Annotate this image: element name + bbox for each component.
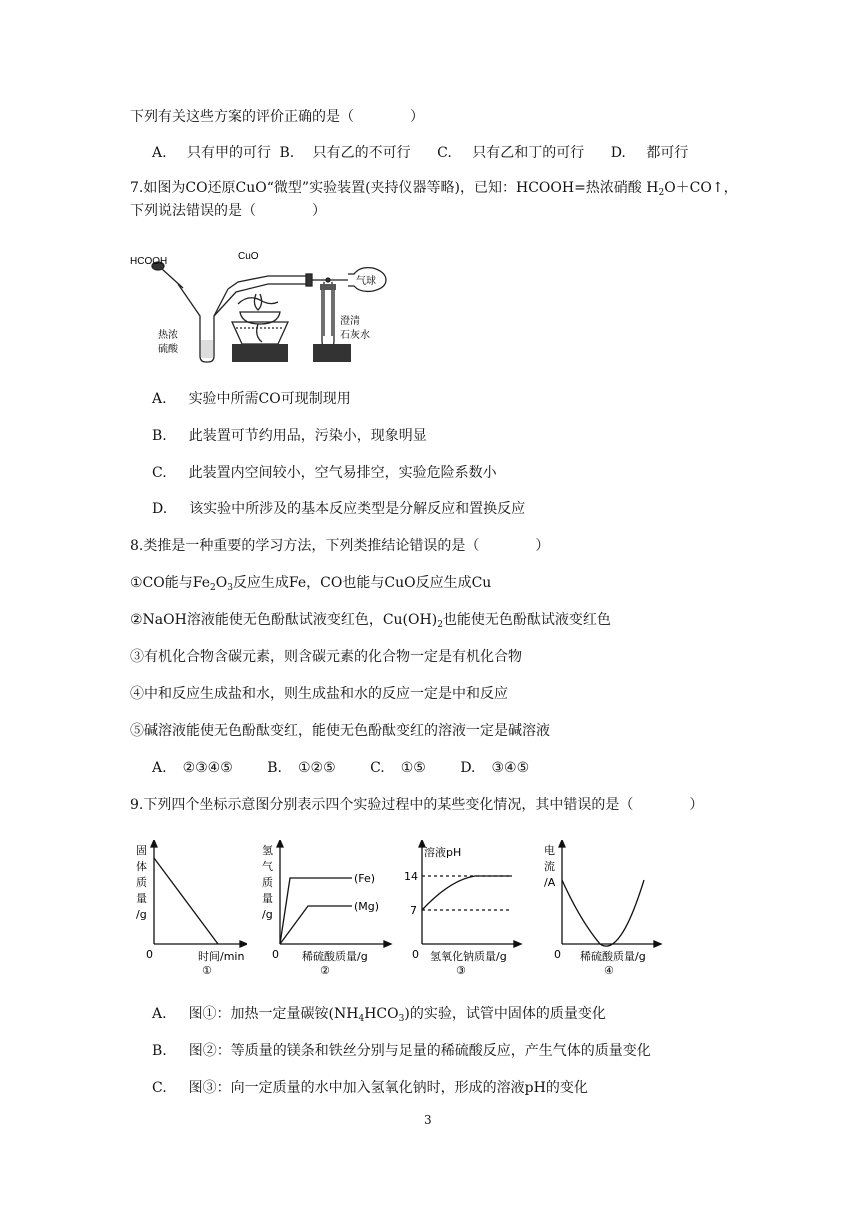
label-cuo: CuO (238, 251, 259, 262)
q8-options: A. ②③④⑤ B. ①②⑤ C. ①⑤ D. ③④⑤ (152, 760, 530, 776)
limewater-stand (313, 344, 351, 362)
label-lime-2: 石灰水 (340, 330, 370, 341)
svg-text:流: 流 (544, 860, 555, 873)
q9-option-a: A. 图①：加热一定量碳铵$(NH_4HCO_3)$的实验，试管中固体的质量变化 (152, 1006, 606, 1024)
q6-option-a-key: A. (152, 145, 167, 161)
svg-text:(Fe): (Fe) (354, 872, 376, 885)
q8-stem: 8.类推是一种重要的学习方法，下列类推结论错误的是（ ） (130, 538, 550, 554)
q6-option-d-key: D. (610, 145, 626, 161)
graph-4 (540, 840, 665, 975)
q8-item-4: ④中和反应生成盐和水，则生成盐和水的反应一定是中和反应 (130, 686, 508, 702)
q6-option-d: 都可行 (646, 145, 689, 161)
apparatus-diagram (128, 244, 388, 364)
q6-option-b: 只有乙的不可行 (312, 145, 411, 161)
q7-option-a: A. 实验中所需CO可现制现用 (152, 391, 351, 407)
q8-item-2: ②NaOH溶液能使无色酚酞试液变红色，$Cu(OH)_2$也能使无色酚酞试液变红色 (130, 612, 611, 630)
svg-text:④: ④ (604, 964, 614, 975)
q6-stem: 下列有关这些方案的评价正确的是（ ） (130, 109, 424, 125)
page-number: 3 (424, 1113, 432, 1127)
svg-text:7: 7 (410, 904, 417, 917)
svg-text:/g: /g (136, 908, 147, 921)
graph-1-line (154, 858, 218, 944)
svg-text:③: ③ (456, 964, 466, 975)
q7-stem-line2: 下列说法错误的是（ ） (130, 203, 326, 219)
label-hcooh: HCOOH (130, 256, 168, 267)
svg-text:时间/min: 时间/min (198, 950, 245, 963)
svg-text:溶液pH: 溶液pH (424, 846, 462, 859)
svg-text:0: 0 (554, 948, 561, 961)
svg-text:氢氧化钠质量/g: 氢氧化钠质量/g (430, 950, 507, 963)
svg-text:/A: /A (544, 876, 556, 889)
svg-text:14: 14 (404, 870, 418, 883)
label-acid-2: 硫酸 (158, 344, 178, 355)
q7-stem-line1 (130, 178, 738, 203)
q9-stem: 9.下列四个坐标示意图分别表示四个实验过程中的某些变化情况，其中错误的是（ ） (130, 797, 704, 813)
label-acid-1: 热浓 (158, 330, 178, 341)
graph-2-mg-line (280, 906, 352, 944)
graph-3 (400, 840, 525, 975)
q7-stem-part2: O＋CO↑， (664, 180, 738, 196)
svg-text:固: 固 (136, 844, 147, 857)
svg-text:②: ② (320, 964, 330, 975)
svg-text:质: 质 (136, 876, 147, 889)
svg-text:质: 质 (262, 876, 273, 889)
q6-option-c-key: C. (437, 145, 452, 161)
svg-text:0: 0 (272, 948, 279, 961)
graph-1 (132, 840, 247, 975)
svg-text:①: ① (202, 964, 212, 975)
q8-item-5: ⑤碱溶液能使无色酚酞变红，能使无色酚酞变红的溶液一定是碱溶液 (130, 723, 550, 739)
svg-text:量: 量 (136, 892, 147, 905)
svg-text:气: 气 (262, 860, 273, 873)
q7-option-c: C. 此装置内空间较小，空气易排空，实验危险系数小 (152, 465, 497, 481)
q6-option-b-key: B. (279, 145, 295, 161)
stopper (306, 274, 312, 286)
q8-item-3: ③有机化合物含碳元素，则含碳元素的化合物一定是有机化合物 (130, 649, 522, 665)
q7-stem-sub: 2 (658, 188, 665, 198)
q8-item-1: ①CO能与$Fe_2O_3$反应生成Fe，CO也能与CuO反应生成Cu (130, 575, 492, 593)
svg-text:0: 0 (146, 948, 153, 961)
svg-text:/g: /g (262, 908, 273, 921)
graph-4-curve (562, 880, 644, 946)
q6-option-c: 只有乙和丁的可行 (472, 145, 585, 161)
graph-3-curve (422, 876, 512, 910)
label-lime-1: 澄清 (340, 316, 360, 327)
graph-2-fe-line (280, 878, 352, 944)
cuo-heat (238, 298, 278, 304)
q6-options (152, 143, 692, 163)
svg-text:氢: 氢 (262, 844, 273, 857)
svg-text:电: 电 (544, 844, 555, 857)
q7-stem-part: 7.如图为CO还原CuO“微型”实验装置(夹持仪器等略)，已知：HCOOH=热浓硝酸 H (130, 180, 659, 196)
label-balloon: 气球 (356, 276, 376, 287)
q9-option-c: C. 图③：向一定质量的水中加入氢氧化钠时，形成的溶液pH的变化 (152, 1080, 588, 1096)
q6-option-a: 只有甲的可行 (187, 145, 272, 161)
dropper-stem (162, 269, 183, 288)
svg-text:(Mg): (Mg) (354, 900, 380, 913)
svg-text:稀硫酸质量/g: 稀硫酸质量/g (302, 950, 368, 963)
svg-text:量: 量 (262, 892, 273, 905)
lamp-stand (232, 344, 288, 362)
svg-text:体: 体 (136, 860, 147, 873)
q7-option-d: D. 该实验中所涉及的基本反应类型是分解反应和置换反应 (152, 501, 526, 517)
graph-2 (258, 840, 393, 975)
svg-text:稀硫酸质量/g: 稀硫酸质量/g (580, 950, 646, 963)
svg-text:0: 0 (412, 948, 419, 961)
q7-option-b: B. 此装置可节约用品，污染小，现象明显 (152, 428, 427, 444)
q9-option-b: B. 图②：等质量的镁条和铁丝分别与足量的稀硫酸反应，产生气体的质量变化 (152, 1043, 651, 1059)
